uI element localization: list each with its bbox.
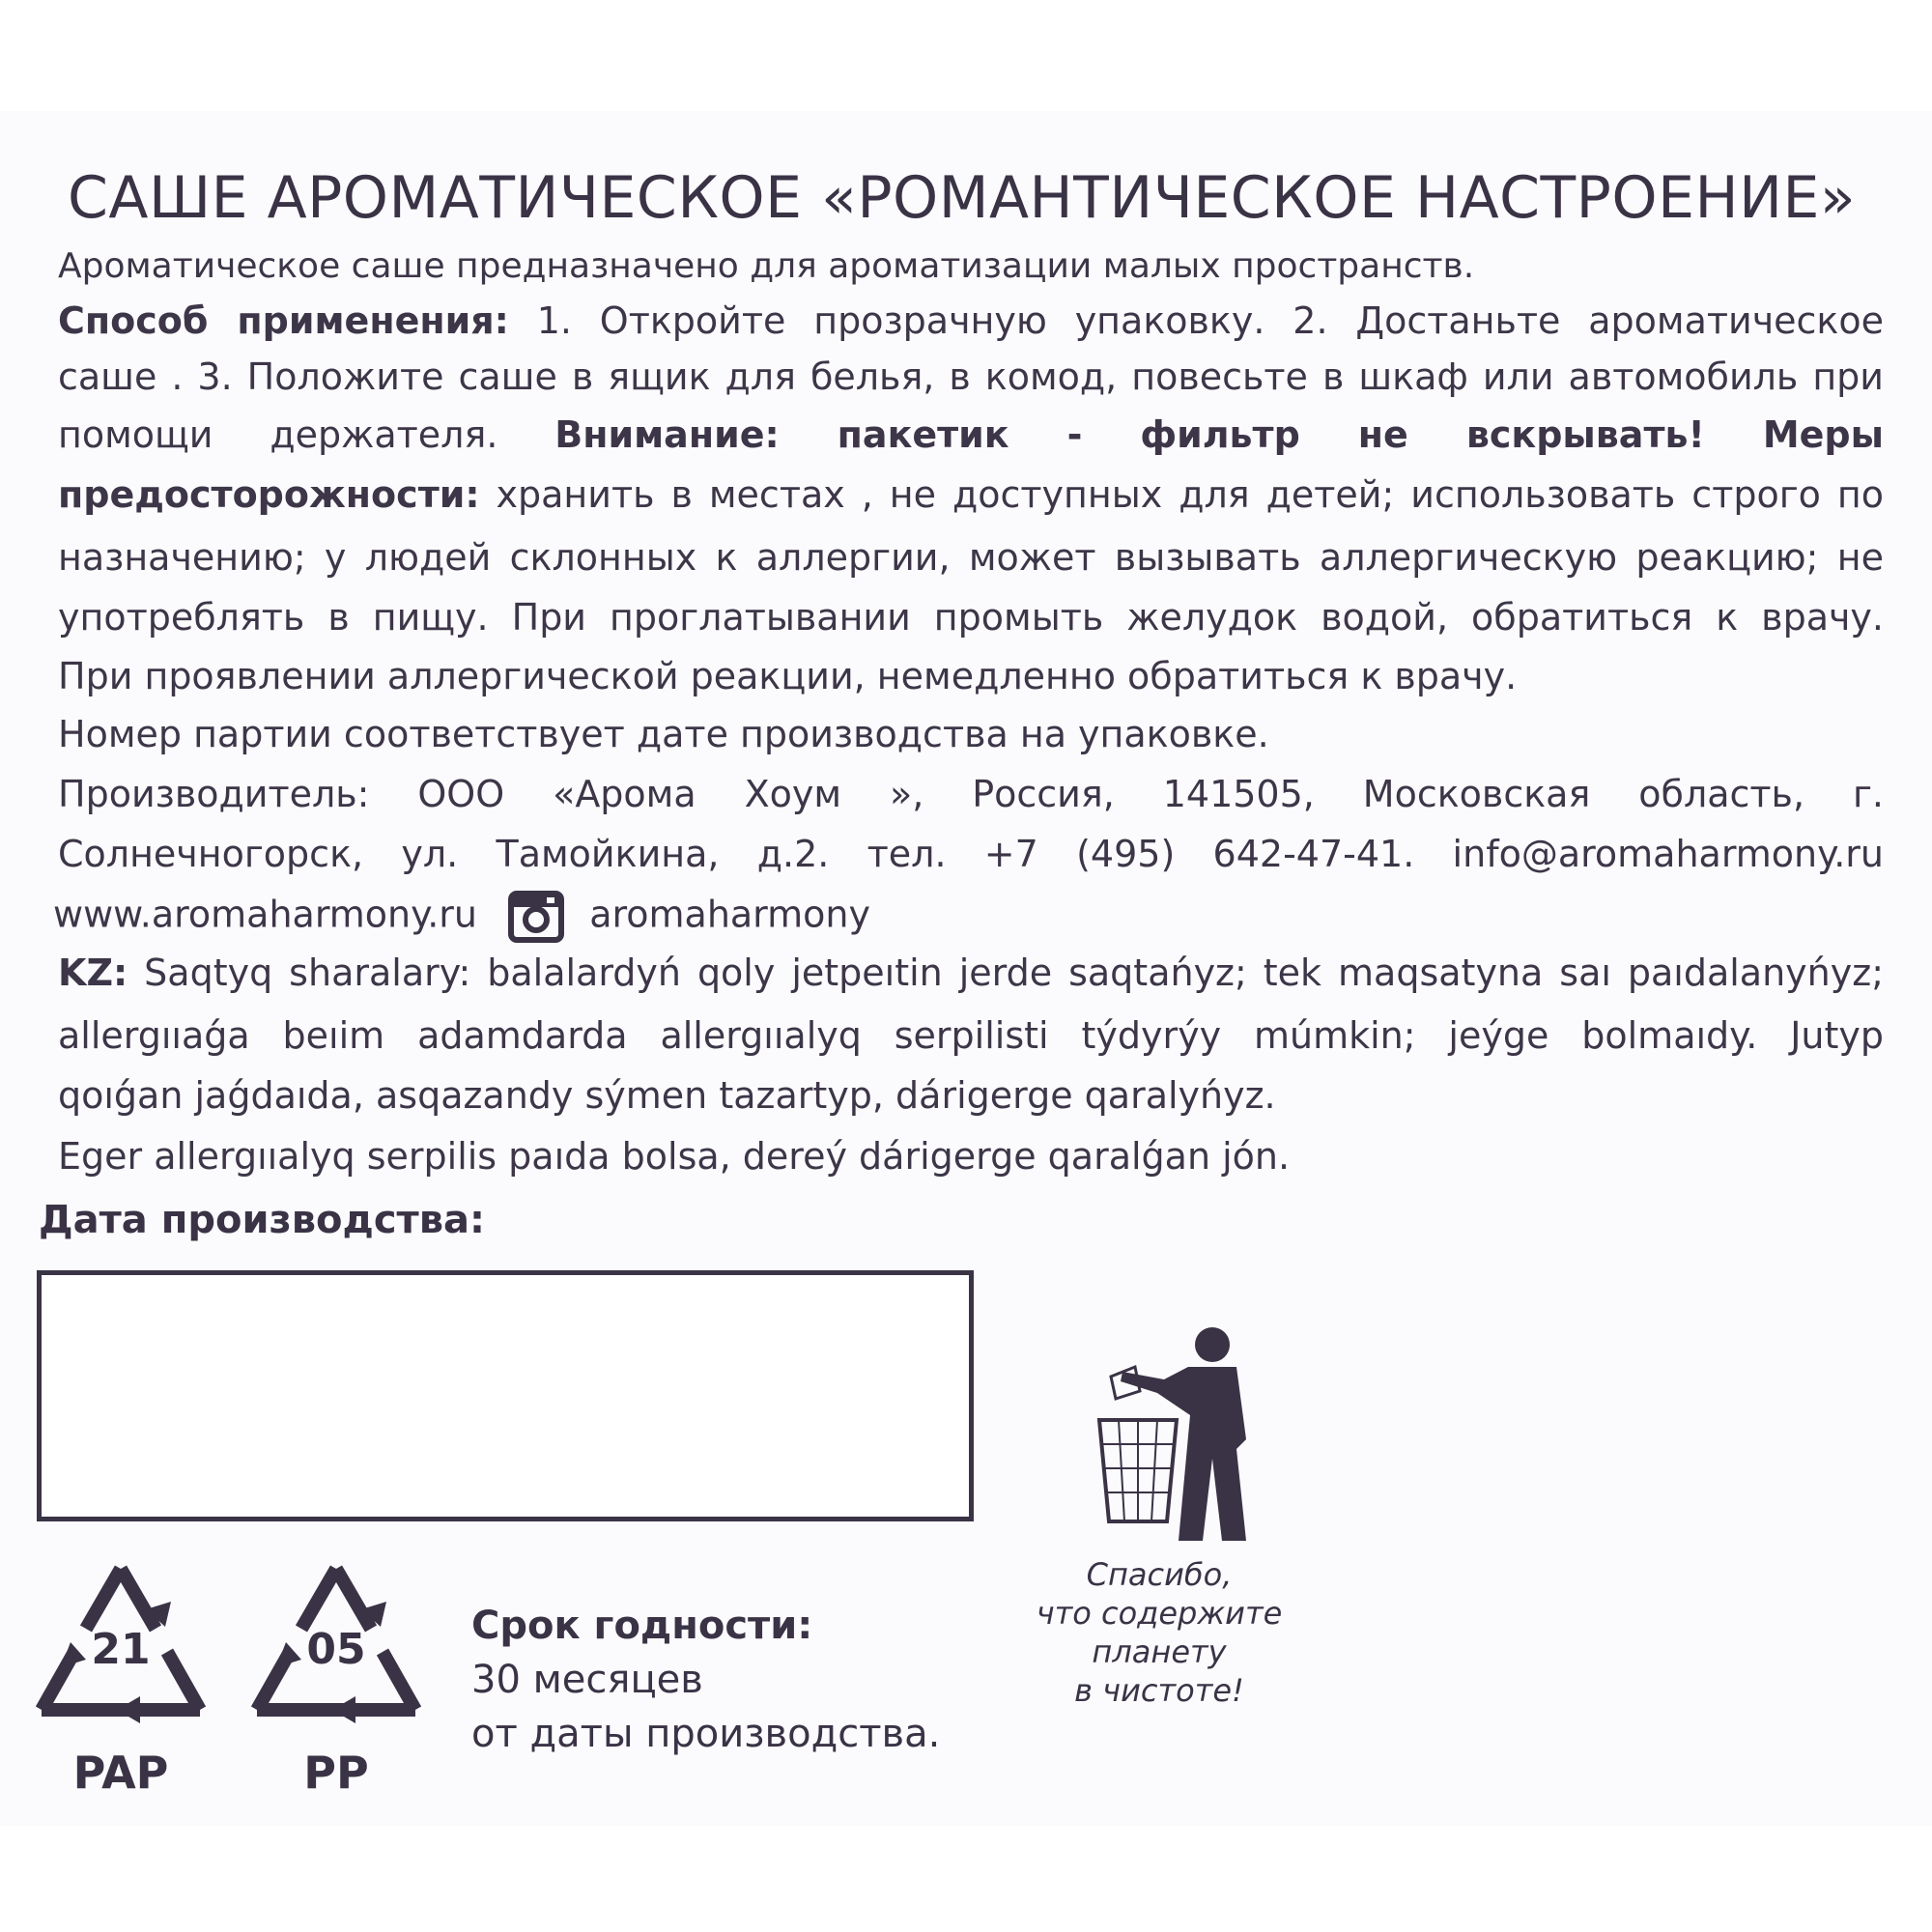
manufacturer-line-1: Производитель: ООО «Арома Хоум », Россия, 141505, Московская область, г. (58, 773, 1884, 815)
thanks-line-1: Спасибо, (1086, 1556, 1233, 1593)
instagram-handle[interactable]: aromaharmony (589, 893, 870, 936)
manufacturer-line-2: Солнечногорск, ул. Тамойкина, д.2. тел. +7 (495) 642-47-41. info@aromaharmony.ru (58, 833, 1884, 875)
thanks-line-2: что содержите (1036, 1595, 1283, 1632)
shelf-life-duration: 30 месяцев (471, 1658, 703, 1702)
kz-line-2: allergııaǵa beıim adamdarda allergııalyq serpilisti týdyrýy múmkin; jeýge bolmaıdy. Jutyp (58, 1014, 1884, 1057)
recycle-material: PAP (72, 1747, 169, 1799)
precautions-line-3: употреблять в пищу. При проглатывании промыть желудок водой, обратиться к врачу. (58, 596, 1884, 639)
kz-text: Saqtyq sharalary: balalardyń qoly jetpeıtin jerde saqtańyz; tek maqsatyna saı paıdalanyńyz; (128, 952, 1884, 994)
usage-text-holder: помощи держателя. (58, 413, 555, 456)
production-date-box (37, 1270, 974, 1521)
usage-heading: Способ применения: (58, 299, 509, 342)
precautions-line-1 (58, 473, 1884, 516)
recycle-material: PP (303, 1747, 369, 1799)
precautions-line-2: назначению; у людей склонных к аллергии, может вызывать аллергическую реакцию; не (58, 536, 1884, 579)
kz-heading: KZ: (58, 952, 128, 994)
thanks-line-4: в чистоте! (1074, 1672, 1244, 1709)
precautions-text: хранить в местах , не доступных для детей; использовать строго по (479, 473, 1884, 516)
description-line: Ароматическое саше предназначено для ароматизации малых пространств. (58, 246, 1475, 286)
shelf-life-from: от даты производства. (471, 1712, 941, 1756)
thanks-message (985, 1555, 1333, 1710)
recycle-code: 05 (306, 1625, 366, 1674)
usage-line-3 (58, 413, 1884, 456)
precautions-heading: предосторожности: (58, 473, 480, 516)
kz-line-3: qoıǵan jaǵdaıda, asqazandy sýmen tazartyp, dárigerge qaralyńyz. (58, 1074, 1276, 1117)
allergy-line: При проявлении аллергической реакции, немедленно обратиться к врачу. (58, 655, 1518, 697)
recycle-code: 21 (91, 1625, 151, 1674)
recycle-symbol-pap (24, 1555, 217, 1799)
contacts-line (53, 891, 1879, 943)
instagram-icon (508, 891, 564, 943)
tidyman-icon (1082, 1323, 1275, 1546)
kz-line-1 (58, 952, 1884, 994)
usage-line-2: саше . 3. Положите саше в ящик для белья, в комод, повесьте в шкаф или автомобиль при (58, 355, 1884, 398)
warning-text: Внимание: пакетик - фильтр не вскрывать! Меры (554, 413, 1884, 456)
product-title: САШЕ АРОМАТИЧЕСКОЕ «РОМАНТИЧЕСКОЕ НАСТРОЕНИЕ» (68, 164, 1857, 232)
usage-text: 1. Откройте прозрачную упаковку. 2. Достаньте ароматическое (508, 299, 1885, 342)
website-link[interactable]: www.aromaharmony.ru (53, 893, 477, 936)
recycle-symbol-pp (240, 1555, 433, 1799)
production-date-label: Дата производства: (39, 1198, 486, 1242)
thanks-line-3: планету (1092, 1634, 1227, 1670)
shelf-life (471, 1599, 940, 1761)
usage-line-1 (58, 299, 1884, 342)
batch-line: Номер партии соответствует дате производства на упаковке. (58, 713, 1269, 755)
shelf-life-heading: Срок годности: (471, 1604, 813, 1648)
kz-line-4: Eger allergııalyq serpilis paıda bolsa, dereý dárigerge qaralǵan jón. (58, 1135, 1291, 1178)
